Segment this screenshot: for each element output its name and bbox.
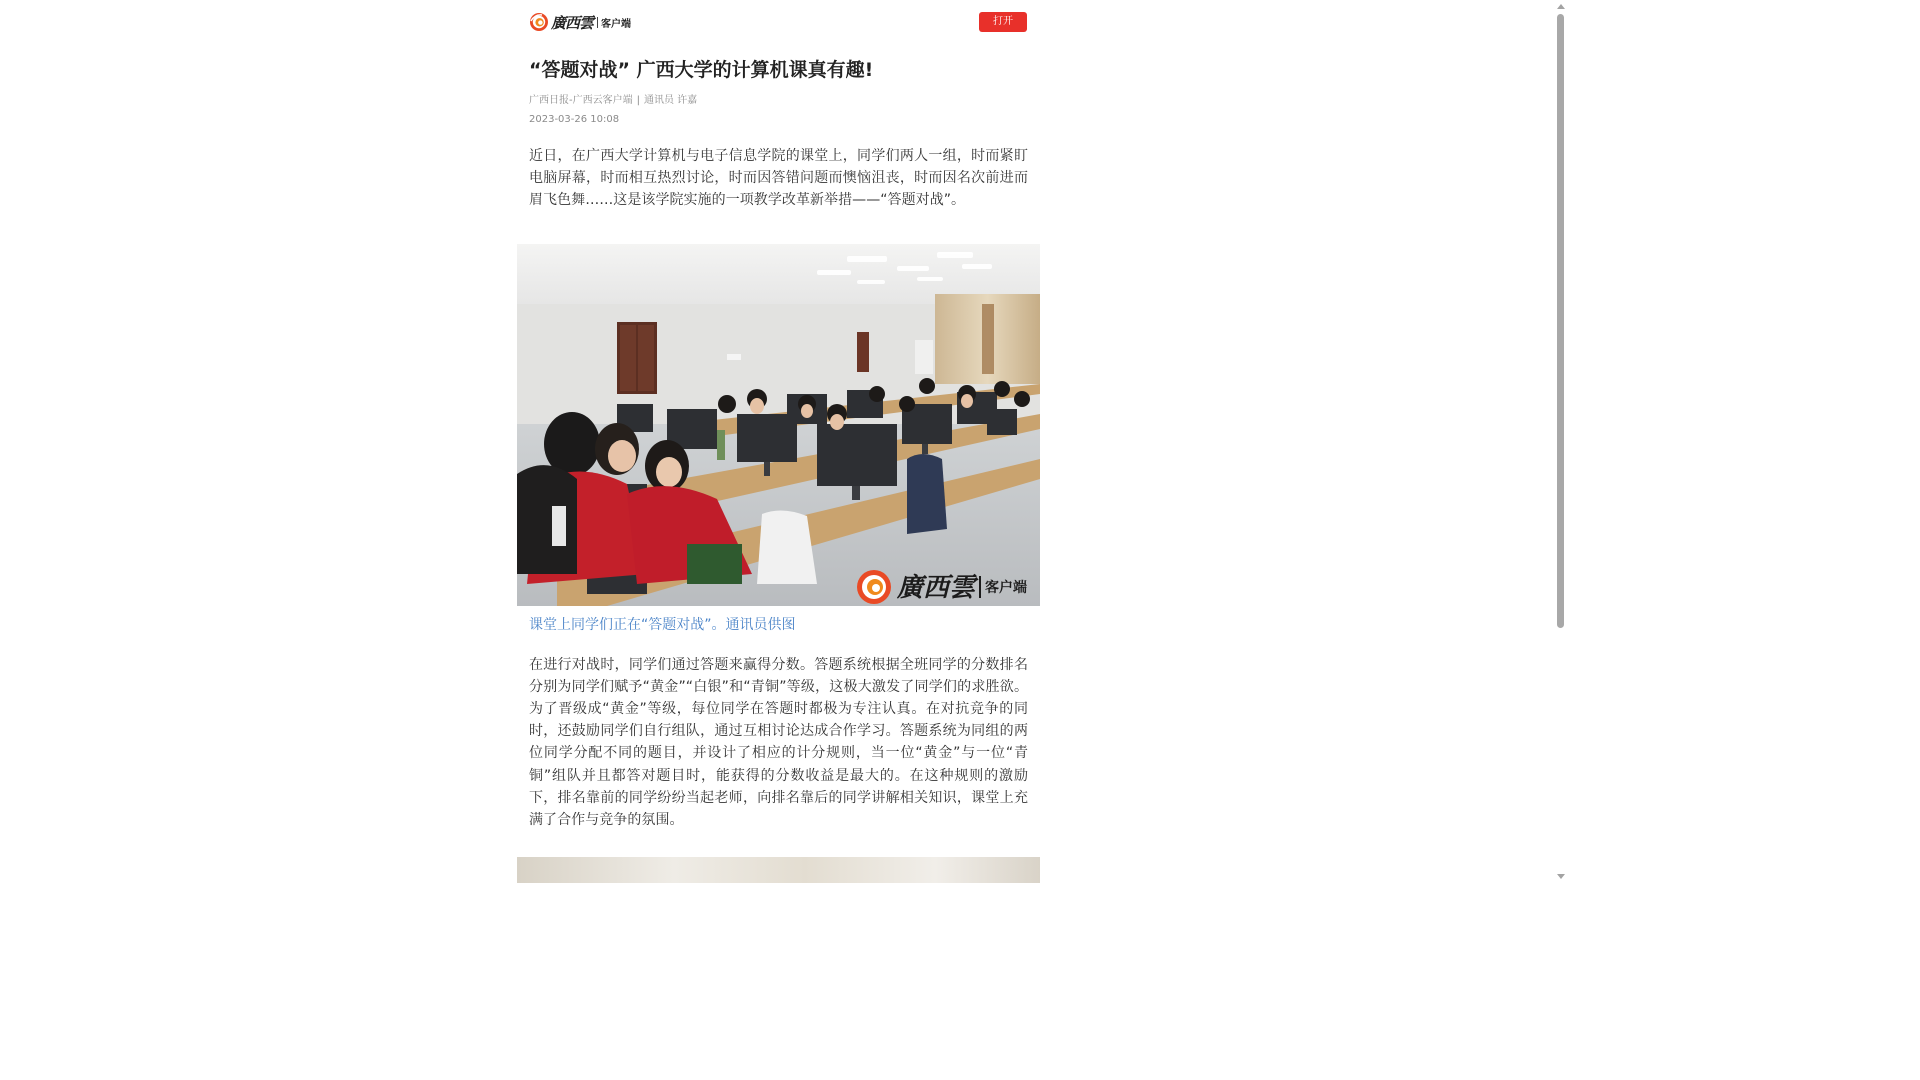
app-logo[interactable]: [529, 11, 631, 33]
logo-subtitle: 客户端: [601, 18, 632, 30]
meta-separator: |: [636, 95, 640, 106]
article-title: “答题对战” 广西大学的计算机课真有趣!: [529, 59, 874, 81]
article-date: 2023-03-26 10:08: [529, 114, 620, 125]
article-source: 广西日报-广西云客户端: [529, 95, 633, 106]
scrollbar-thumb[interactable]: [1557, 14, 1564, 628]
article-paragraph-2: 在进行对战时，同学们通过答题来赢得分数。答题系统根据全班同学的分数排名分别为同学们赋予“黄金”“白银”和“青铜”等级，这极大激发了同学们的求胜欲。为了晋级成“黄金”等级，每位同学在答题时都极为专注认真。在对抗竞争的同时，还鼓励同学们自行组队，通过互相讨论达成合作学习。答题系统为同组的两位同学分配不同的题目，并设计了相应的计分规则，当一位“黄金”与一位“青铜”组队并且都答对题目时，能获得的分数收益是最大的。在这种规则的激励下，排名靠前的同学纷纷当起老师，向排名靠后的同学讲解相关知识，课堂上充满了合作与竞争的氛围。: [529, 656, 1028, 829]
open-app-button[interactable]: 打开: [979, 12, 1027, 32]
classroom-photo[interactable]: [517, 244, 1040, 606]
classroom-photo-image: [517, 244, 1040, 606]
vertical-scrollbar[interactable]: [1553, 0, 1568, 883]
article-author: 通讯员 许嘉: [643, 95, 698, 106]
photo-caption[interactable]: 课堂上同学们正在“答题对战”。通讯员供图: [529, 616, 796, 633]
guangxi-cloud-logo-icon: [529, 12, 549, 32]
top-bar: [517, 0, 1040, 44]
article-column: [517, 0, 1040, 883]
second-photo[interactable]: [517, 857, 1040, 883]
svg-text:客户端: 客户端: [985, 579, 1027, 596]
scroll-down-arrow-icon[interactable]: [1557, 874, 1565, 879]
article-meta: [529, 94, 1028, 108]
svg-text:廣西雲: 廣西雲: [897, 572, 976, 603]
logo-script-text: 廣西雲: [551, 13, 594, 32]
scroll-up-arrow-icon[interactable]: [1557, 4, 1565, 9]
article-paragraph-1: 近日，在广西大学计算机与电子信息学院的课堂上，同学们两人一组，时而紧盯电脑屏幕，时而相互热烈讨论，时而因答错问题而懊恼沮丧，时而因名次前进而眉飞色舞……这是该学院实施的一项教学改革新举措——“答题对战”。: [529, 148, 1028, 209]
logo-divider: [597, 17, 598, 28]
